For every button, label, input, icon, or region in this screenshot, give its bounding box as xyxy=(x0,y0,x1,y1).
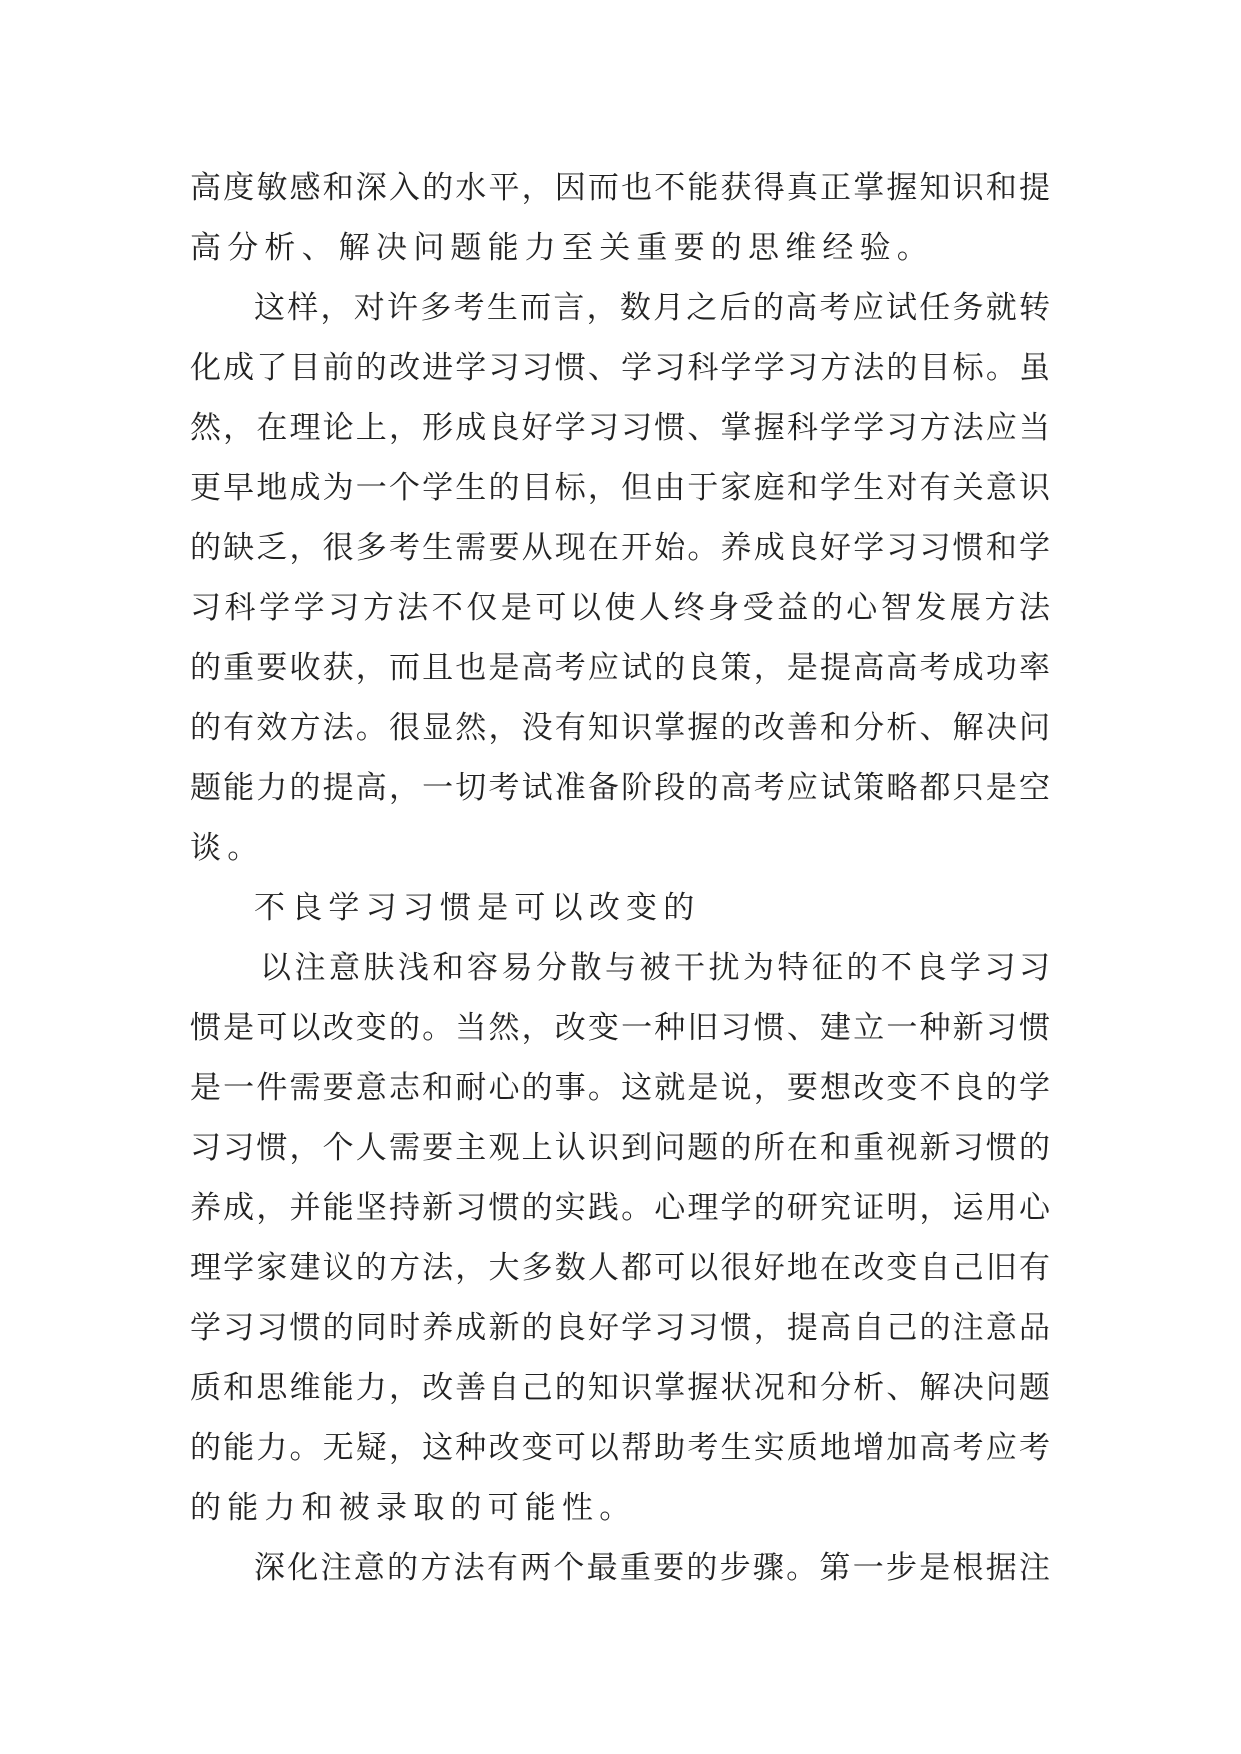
text-line: 的能力和被录取的可能性。 xyxy=(190,1490,637,1526)
text-line: 的有效方法。很显然，没有知识掌握的改善和分析、解决问 xyxy=(190,710,1050,746)
paragraph-start-line: 以注意肤浅和容易分散与被干扰为特征的不良学习习 xyxy=(260,950,1050,986)
text-line: 习科学学习方法不仅是可以使人终身受益的心智发展方法 xyxy=(190,590,1050,626)
text-line: 是一件需要意志和耐心的事。这就是说，要想改变不良的学 xyxy=(190,1070,1050,1106)
text-line: 然，在理论上，形成良好学习习惯、掌握科学学习方法应当 xyxy=(190,410,1050,446)
text-line: 更早地成为一个学生的目标，但由于家庭和学生对有关意识 xyxy=(190,470,1050,506)
text-line: 的重要收获，而且也是高考应试的良策，是提高高考成功率 xyxy=(190,650,1050,686)
text-line: 题能力的提高，一切考试准备阶段的高考应试策略都只是空 xyxy=(190,770,1050,806)
body-text xyxy=(190,158,1050,1598)
text-line: 学习习惯的同时养成新的良好学习习惯，提高自己的注意品 xyxy=(190,1310,1050,1346)
text-line: 的缺乏，很多考生需要从现在开始。养成良好学习习惯和学 xyxy=(190,530,1050,566)
text-line: 质和思维能力，改善自己的知识掌握状况和分析、解决问题 xyxy=(190,1370,1050,1406)
text-line: 高度敏感和深入的水平，因而也不能获得真正掌握知识和提 xyxy=(190,170,1050,206)
text-line: 高分析、解决问题能力至关重要的思维经验。 xyxy=(190,230,934,266)
text-line: 的能力。无疑，这种改变可以帮助考生实质地增加高考应考 xyxy=(190,1430,1050,1466)
text-line: 养成，并能坚持新习惯的实践。心理学的研究证明，运用心 xyxy=(190,1190,1050,1226)
text-line: 化成了目前的改进学习习惯、学习科学学习方法的目标。虽 xyxy=(190,350,1050,386)
text-line: 习习惯，个人需要主观上认识到问题的所在和重视新习惯的 xyxy=(190,1130,1050,1166)
paragraph-start-line: 这样，对许多考生而言，数月之后的高考应试任务就转 xyxy=(254,290,1050,326)
text-line: 谈。 xyxy=(190,830,265,866)
section-heading: 不良学习习惯是可以改变的 xyxy=(254,890,701,926)
paragraph-start-line: 深化注意的方法有两个最重要的步骤。第一步是根据注 xyxy=(254,1550,1050,1586)
text-line: 惯是可以改变的。当然，改变一种旧习惯、建立一种新习惯 xyxy=(190,1010,1050,1046)
text-line: 理学家建议的方法，大多数人都可以很好地在改变自己旧有 xyxy=(190,1250,1050,1286)
